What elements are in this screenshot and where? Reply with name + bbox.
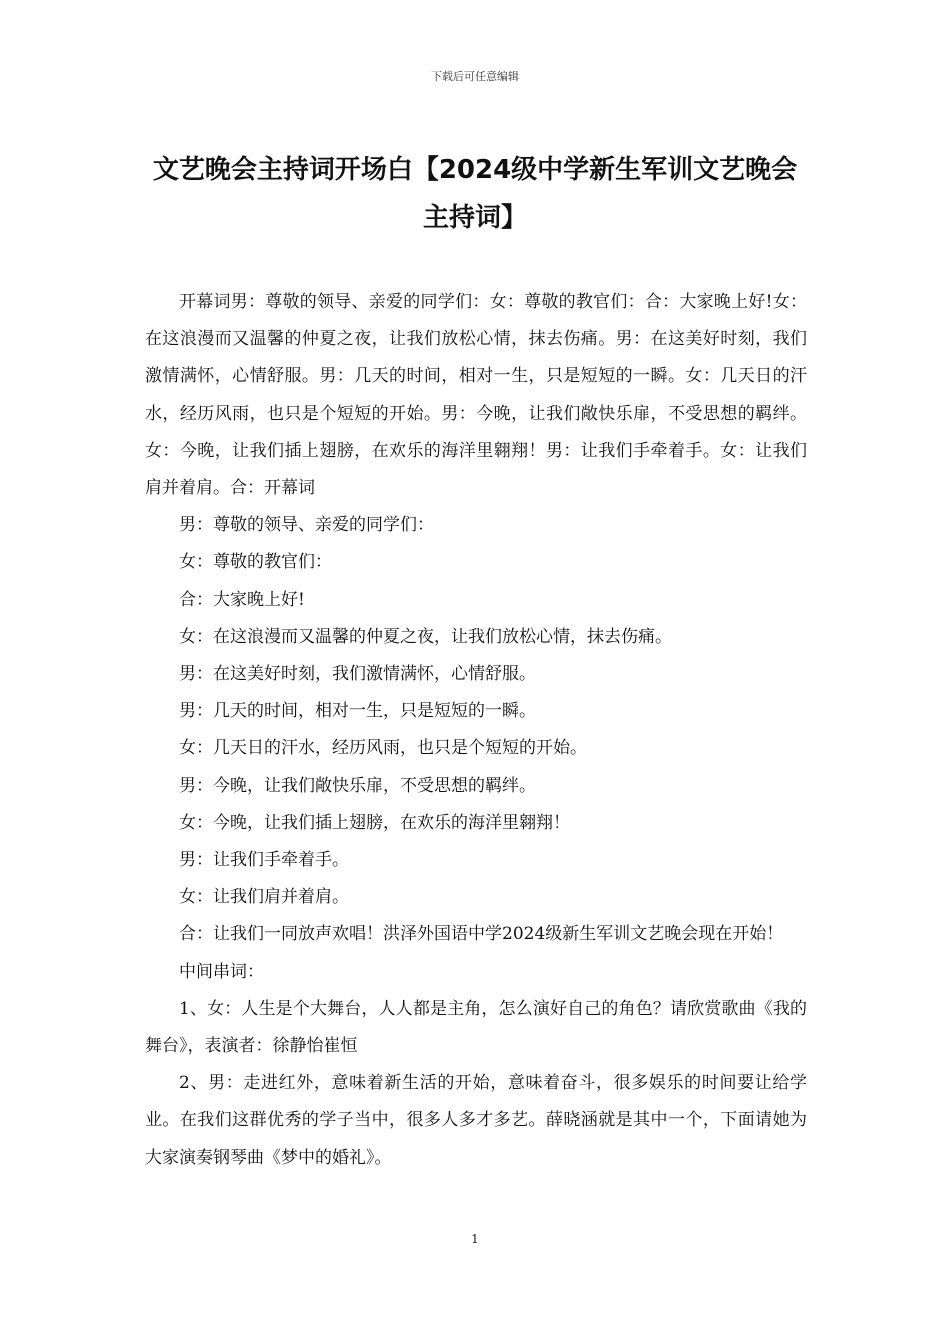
paragraph: 1、女：人生是个大舞台，人人都是主角，怎么演好自己的角色？请欣赏歌曲《我的舞台》，表演者：徐静怡崔恒 (145, 998, 807, 1057)
paragraph: 女：尊敬的教官们： (179, 552, 332, 573)
paragraph: 男：今晚，让我们敞快乐扉，不受思想的羁绊。 (179, 775, 536, 796)
page-number: 1 (471, 1232, 479, 1246)
header-note: 下载后可任意编辑 (431, 70, 519, 83)
paragraph: 男：尊敬的领导、亲爱的同学们： (179, 515, 434, 536)
paragraph: 女：在这浪漫而又温馨的仲夏之夜，让我们放松心情，抹去伤痛。 (179, 626, 672, 647)
paragraph: 开幕词男：尊敬的领导、亲爱的同学们：女：尊敬的教官们：合：大家晚上好!女：在这浪漫而又温馨的仲夏之夜，让我们放松心情，抹去伤痛。男：在这美好时刻，我们激情满怀，心情舒服。男：几天的时间，相对一生，只是短短的一瞬。女：几天日的汗水，经历风雨，也只是个短短的开始。男：今晚，让我们敞快乐扉，不受思想的羁绊。女：今晚，让我们插上翅膀，在欢乐的海洋里翱翔！男：让我们手牵着手。女：让我们肩并着肩。合：开幕词 (145, 292, 807, 499)
paragraph: 男：几天的时间，相对一生，只是短短的一瞬。 (179, 701, 536, 722)
paragraph: 合：让我们一同放声欢唱！洪泽外国语中学2024级新生军训文艺晚会现在开始！ (179, 924, 784, 945)
paragraph: 女：今晚，让我们插上翅膀，在欢乐的海洋里翱翔！ (179, 812, 570, 833)
document-body (145, 284, 807, 1177)
paragraph: 男：让我们手牵着手。 (179, 850, 349, 871)
paragraph: 男：在这美好时刻，我们激情满怀，心情舒服。 (179, 664, 536, 685)
paragraph: 女：几天日的汗水，经历风雨，也只是个短短的开始。 (179, 738, 587, 759)
paragraph: 女：让我们肩并着肩。 (179, 887, 349, 908)
document-title: 文艺晚会主持词开场白【2024级中学新生军训文艺晚会主持词】 (152, 155, 798, 233)
paragraph: 合：大家晚上好! (179, 589, 305, 610)
paragraph: 2、男：走进红外，意味着新生活的开始，意味着奋斗，很多娱乐的时间要让给学业。在我们这群优秀的学子当中，很多人多才多艺。薛晓涵就是其中一个，下面请她为大家演奏钢琴曲《梦中的婚礼》。 (145, 1073, 807, 1168)
paragraph: 中间串词： (179, 961, 264, 982)
